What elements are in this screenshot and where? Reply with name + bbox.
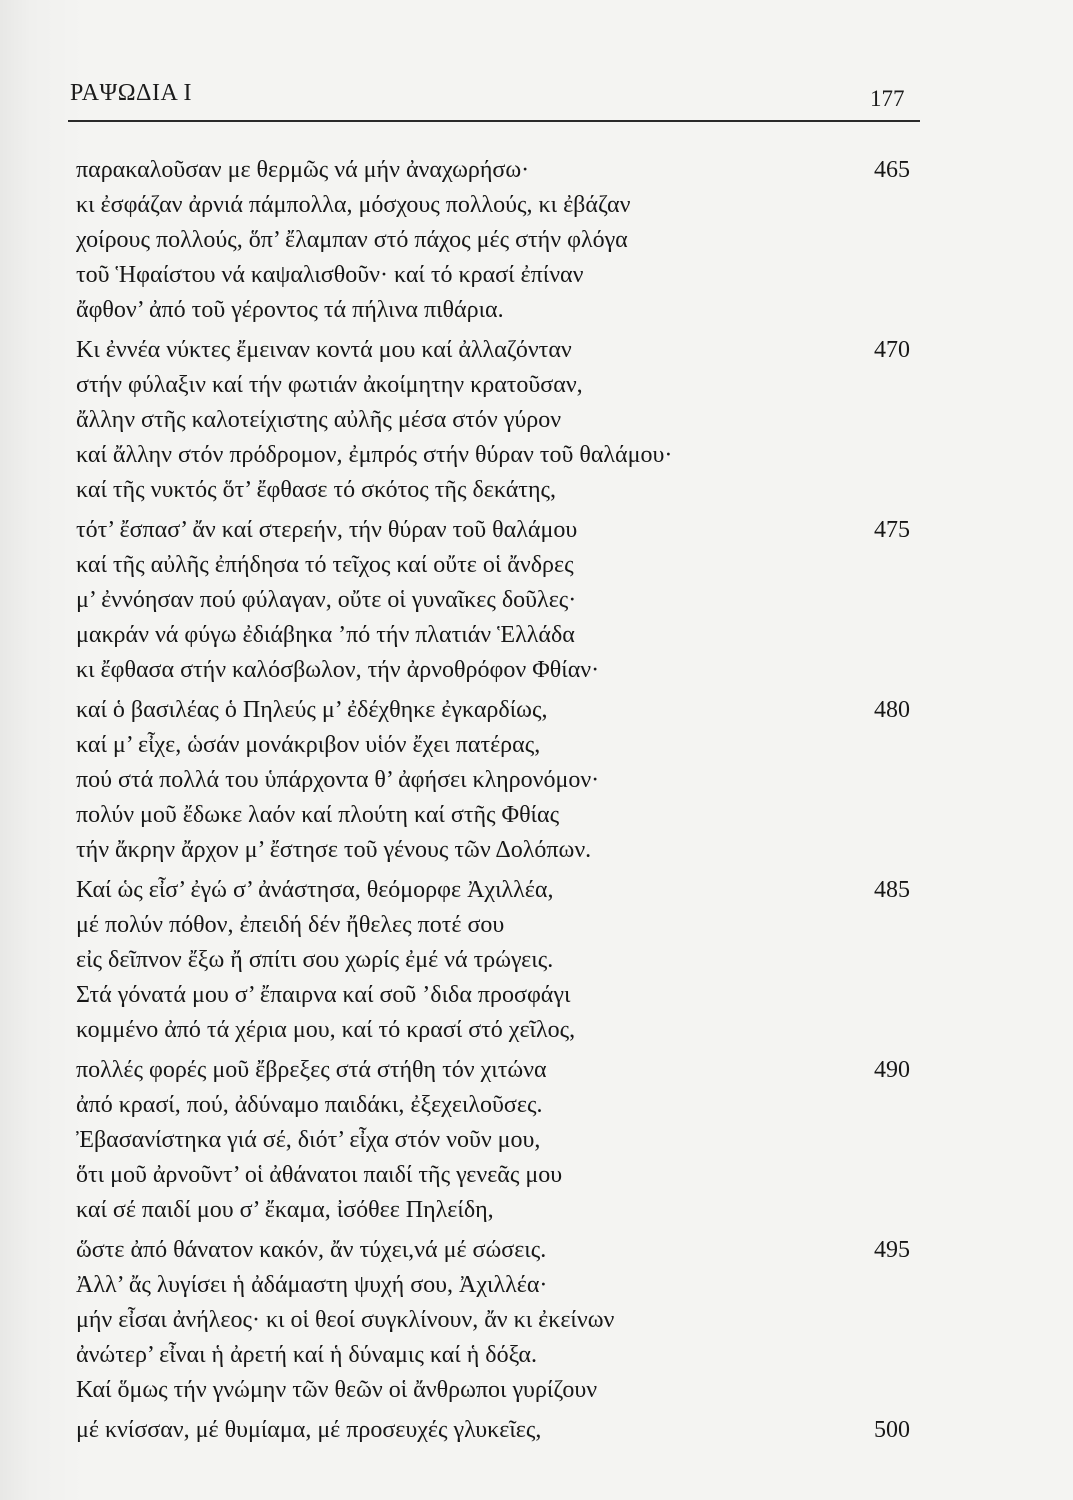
verse-line: καί σέ παιδί μου σ’ ἔκαμα, ἰσόθεε Πηλείδη, (76, 1197, 494, 1223)
verse-line: πολύν μοῦ ἔδωκε λαόν καί πλούτη καί στῆς Φθίας (76, 802, 560, 828)
line-number: 500 (874, 1417, 910, 1443)
verse-line: παρακαλοῦσαν με θερμῶς νά μήν ἀναχωρήσω· (76, 157, 530, 183)
page-number: 177 (870, 86, 905, 111)
verse-line: ἀνώτερ’ εἶναι ἡ ἀρετή καί ἡ δύναμις καί ἡ δόξα. (76, 1342, 537, 1368)
verse-line: Καί ὡς εἶσ’ ἐγώ σ’ ἀνάστησα, θεόμορφε Ἀχιλλέα, (76, 877, 554, 903)
verse-line: Στά γόνατά μου σ’ ἔπαιρνα καί σοῦ ’διδα προσφάγι (76, 982, 571, 1008)
verse-line: Κι ἐννέα νύκτες ἔμειναν κοντά μου καί ἀλλαζόνταν (76, 337, 572, 363)
verse-line: τότ’ ἔσπασ’ ἄν καί στερεήν, τήν θύραν τοῦ θαλάμου (76, 517, 578, 543)
verse-line: καί ὁ βασιλέας ὁ Πηλεύς μ’ ἐδέχθηκε ἐγκαρδίως, (76, 697, 548, 723)
verse-line: μέ πολύν πόθον, ἐπειδή δέν ἤθελες ποτέ σου (76, 912, 505, 938)
verse-line: εἰς δεῖπνον ἔξω ἤ σπίτι σου χωρίς ἐμέ νά τρώγεις. (76, 947, 554, 973)
line-number: 470 (874, 337, 910, 363)
verse-line: καί τῆς αὐλῆς ἐπήδησα τό τεῖχος καί οὔτε οἱ ἄνδρες (76, 552, 574, 578)
verse-line: κομμένο ἀπό τά χέρια μου, καί τό κρασί στό χεῖλος, (76, 1017, 576, 1043)
verse-line: καί τῆς νυκτός ὅτ’ ἔφθασε τό σκότος τῆς δεκάτης, (76, 477, 556, 503)
verse-line: Ἀλλ’ ἄς λυγίσει ἡ ἀδάμαστη ψυχή σου, Ἀχιλλέα· (76, 1272, 548, 1298)
verse-line: τοῦ Ἡφαίστου νά καψαλισθοῦν· καί τό κρασί ἐπίναν (76, 262, 584, 288)
verse-line: μήν εἶσαι ἀνήλεος· κι οἱ θεοί συγκλίνουν, ἄν κι ἐκείνων (76, 1307, 615, 1333)
verse-line: καί μ’ εἶχε, ὡσάν μονάκριβον υἱόν ἔχει πατέρας, (76, 732, 541, 758)
poem-text (0, 150, 1073, 1450)
verse-line: ἄφθον’ ἀπό τοῦ γέροντος τά πήλινα πιθάρια. (76, 297, 504, 323)
verse-line: Καί ὅμως τήν γνώμην τῶν θεῶν οἱ ἄνθρωποι γυρίζουν (76, 1377, 598, 1403)
page-header (0, 0, 1073, 130)
line-number: 495 (874, 1237, 910, 1263)
line-number: 465 (874, 157, 910, 183)
verse-line: ὥστε ἀπό θάνατον κακόν, ἄν τύχει,νά μέ σώσεις. (76, 1237, 547, 1263)
line-number: 485 (874, 877, 910, 903)
verse-line: μ’ ἐννόησαν πού φύλαγαν, οὔτε οἱ γυναῖκες δοῦλες· (76, 587, 577, 613)
line-number: 480 (874, 697, 910, 723)
verse-line: τήν ἄκρην ἄρχον μ’ ἔστησε τοῦ γένους τῶν Δολόπων. (76, 837, 592, 863)
verse-line: κι ἐσφάζαν ἀρνιά πάμπολλα, μόσχους πολλούς, κι ἐβάζαν (76, 192, 631, 218)
verse-line: ἀπό κρασί, πού, ἀδύναμο παιδάκι, ἐξεχειλοῦσες. (76, 1092, 543, 1118)
line-number: 475 (874, 517, 910, 543)
verse-line: Ἐβασανίστηκα γιά σέ, διότ’ εἶχα στόν νοῦν μου, (76, 1127, 541, 1153)
verse-line: ὅτι μοῦ ἀρνοῦντ’ οἱ ἀθάνατοι παιδί τῆς γενεᾶς μου (76, 1162, 563, 1188)
verse-line: κι ἔφθασα στήν καλόσβωλον, τήν ἀρνοθρόφον Φθίαν· (76, 657, 600, 683)
verse-line: καί ἄλλην στόν πρόδρομον, ἐμπρός στήν θύραν τοῦ θαλάμου· (76, 442, 673, 468)
verse-line: ἄλλην στῆς καλοτείχιστης αὐλῆς μέσα στόν γύρον (76, 407, 562, 433)
verse-line: μέ κνίσσαν, μέ θυμίαμα, μέ προσευχές γλυκεῖες, (76, 1417, 542, 1443)
verse-line: χοίρους πολλούς, ὅπ’ ἔλαμπαν στό πάχος μές στήν φλόγα (76, 227, 628, 253)
verse-line: πολλές φορές μοῦ ἔβρεξες στά στήθη τόν χιτώνα (76, 1057, 547, 1083)
verse-line: πού στά πολλά του ὑπάρχοντα θ’ ἀφήσει κληρονόμον· (76, 767, 600, 793)
verse-line: στήν φύλαξιν καί τήν φωτιάν ἀκοίμητην κρατοῦσαν, (76, 372, 583, 398)
running-head: ΡΑΨΩΔΙΑ Ι (70, 80, 192, 106)
header-rule (68, 120, 920, 122)
verse-line: μακράν νά φύγω ἐδιάβηκα ’πό τήν πλατιάν Ἑλλάδα (76, 622, 575, 648)
line-number: 490 (874, 1057, 910, 1083)
